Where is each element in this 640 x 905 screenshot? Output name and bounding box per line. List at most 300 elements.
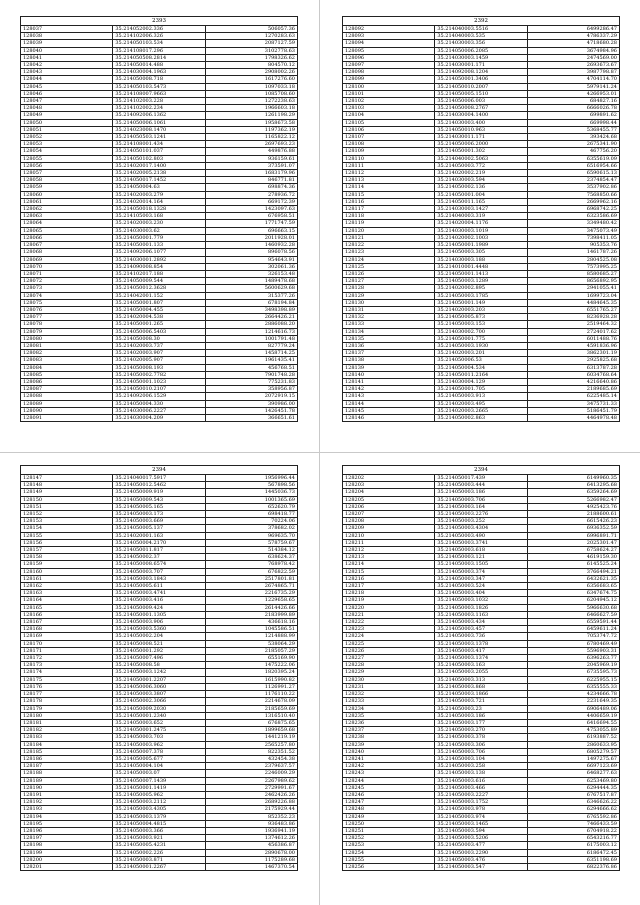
account-code-cell: 35.214050003.4305 (113, 806, 205, 813)
row-id-cell: 128045 (21, 83, 113, 90)
row-id-cell: 128254 (343, 849, 435, 856)
row-id-cell: 128063 (21, 213, 113, 220)
amount-cell: 2517801.81 (205, 575, 297, 582)
amount-cell: 1458714.25 (205, 350, 297, 357)
row-id-cell: 128255 (343, 856, 435, 863)
row-id-cell: 128204 (343, 489, 435, 496)
account-code-cell: 35.214030001.2892 (113, 256, 205, 263)
account-code-cell: 35.214050006.1061 (113, 119, 205, 126)
amount-cell: 1460932.28 (205, 242, 297, 249)
amount-cell: 2890678.00 (205, 849, 297, 856)
account-code-cell: 35.214050005.4231 (113, 842, 205, 849)
account-code-cell: 35.214030003.1019 (435, 227, 527, 234)
amount-cell: 373591.07 (205, 162, 297, 169)
table-row (343, 655, 620, 662)
row-id-cell: 128179 (21, 705, 113, 712)
table-row (21, 626, 298, 633)
table-row (343, 475, 620, 482)
table-row (21, 835, 298, 842)
amount-cell: 804570.12 (205, 62, 297, 69)
table-row (343, 256, 620, 263)
row-id-cell: 128072 (21, 278, 113, 285)
amount-cell: 1956996.44 (205, 475, 297, 482)
table-row (21, 813, 298, 820)
account-code-cell: 35.214030003.594 (435, 177, 527, 184)
table-row (21, 321, 298, 328)
table-row (21, 62, 298, 69)
account-code-cell: 35.214052002.336 (113, 26, 205, 33)
row-id-cell: 128243 (343, 770, 435, 777)
account-code-cell: 35.214050003.703 (113, 734, 205, 741)
row-id-cell: 128068 (21, 249, 113, 256)
row-id-cell: 128124 (343, 256, 435, 263)
table-row (21, 364, 298, 371)
amount-cell: 1461787.26 (527, 249, 619, 256)
row-id-cell: 128077 (21, 314, 113, 321)
account-code-cell: 35.214050009.2030 (113, 705, 205, 712)
table-row (21, 90, 298, 97)
table-row (343, 863, 620, 870)
amount-cell: 378682.02 (205, 525, 297, 532)
amount-cell: 2941055.41 (527, 285, 619, 292)
table-row (343, 791, 620, 798)
row-id-cell: 128253 (343, 842, 435, 849)
page-number-header: 2394 (343, 466, 620, 475)
account-code-cell: 35.214050003.1505 (435, 561, 527, 568)
table-row (21, 170, 298, 177)
amount-cell: 6996891.71 (527, 532, 619, 539)
table-row (21, 683, 298, 690)
table-row (343, 763, 620, 770)
table-row (343, 69, 620, 76)
account-code-cell: 35.214102003.228 (113, 98, 205, 105)
amount-cell: 1467370.54 (205, 863, 297, 870)
amount-cell: 1475222.06 (205, 662, 297, 669)
amount-cell: 852352.23 (205, 813, 297, 820)
account-code-cell: 35.214020003.495 (435, 400, 527, 407)
amount-cell: 6145525.24 (527, 561, 619, 568)
table-row (343, 770, 620, 777)
amount-cell: 6253469.80 (527, 777, 619, 784)
table-row (21, 306, 298, 313)
account-code-cell: 35.214030004.1400 (435, 112, 527, 119)
table-row (343, 292, 620, 299)
row-id-cell: 128172 (21, 655, 113, 662)
amount-cell: 1316510.40 (205, 712, 297, 719)
account-code-cell: 35.214050003.974 (435, 813, 527, 820)
row-id-cell: 128108 (343, 141, 435, 148)
row-id-cell: 128240 (343, 748, 435, 755)
table-row (21, 655, 298, 662)
amount-cell: 846771.81 (205, 177, 297, 184)
amount-cell: 6356683.65 (527, 583, 619, 590)
table-row (343, 206, 620, 213)
table-row (21, 242, 298, 249)
amount-cell: 676958.51 (205, 213, 297, 220)
table-row (21, 314, 298, 321)
amount-cell: 6516954.66 (527, 162, 619, 169)
amount-cell: 678194.84 (205, 299, 297, 306)
row-id-cell: 128194 (21, 813, 113, 820)
account-code-cell: 35.214040003.319 (435, 213, 527, 220)
row-id-cell: 128096 (343, 54, 435, 61)
table-row (343, 676, 620, 683)
amount-cell: 6416694.55 (527, 719, 619, 726)
row-id-cell: 128112 (343, 170, 435, 177)
table-row (343, 285, 620, 292)
account-code-cell: 35.214050001.3406 (435, 76, 527, 83)
amount-cell: 684827.16 (527, 98, 619, 105)
account-code-cell: 35.214050001.779 (113, 234, 205, 241)
table-row (343, 278, 620, 285)
row-id-cell: 128066 (21, 234, 113, 241)
ledger-table (20, 465, 298, 871)
row-id-cell: 128056 (21, 162, 113, 169)
amount-cell: 4406659.19 (527, 712, 619, 719)
row-id-cell: 128095 (343, 47, 435, 54)
row-id-cell: 128127 (343, 278, 435, 285)
table-header-row (21, 466, 298, 475)
account-code-cell: 35.214050003.466 (435, 784, 527, 791)
table-row (21, 141, 298, 148)
table-row (343, 105, 620, 112)
account-code-cell: 35.214050003.378 (435, 734, 527, 741)
table-row (343, 33, 620, 40)
amount-cell: 6697123.69 (527, 763, 619, 770)
table-row (343, 134, 620, 141)
row-id-cell: 128223 (343, 626, 435, 633)
row-id-cell: 128218 (343, 590, 435, 597)
amount-cell: 6468277.63 (527, 770, 619, 777)
account-code-cell: 35.214050004.104 (113, 763, 205, 770)
table-row (21, 47, 298, 54)
row-id-cell: 128150 (21, 496, 113, 503)
row-id-cell: 128125 (343, 263, 435, 270)
row-id-cell: 128067 (21, 242, 113, 249)
amount-cell: 6704918.22 (527, 827, 619, 834)
amount-cell: 1085708.60 (205, 90, 297, 97)
amount-cell: 70224.06 (205, 518, 297, 525)
amount-cell: 6590615.13 (527, 170, 619, 177)
row-id-cell: 128109 (343, 148, 435, 155)
table-row (343, 511, 620, 518)
account-code-cell: 35.214050508.2814 (113, 54, 205, 61)
table-row (343, 849, 620, 856)
account-code-cell: 35.214050003.153 (435, 321, 527, 328)
account-code-cell: 35.214050003.721 (435, 698, 527, 705)
row-id-cell: 128083 (21, 357, 113, 364)
row-id-cell: 128191 (21, 791, 113, 798)
account-code-cell: 35.214050004.455 (113, 306, 205, 313)
amount-cell: 676822.59 (205, 568, 297, 575)
table-row (343, 371, 620, 378)
amount-cell: 2675341.90 (527, 141, 619, 148)
amount-cell: 669172.39 (205, 198, 297, 205)
row-id-cell: 128227 (343, 655, 435, 662)
account-code-cell: 35.214050007.496 (113, 655, 205, 662)
amount-cell: 2183999.89 (205, 611, 297, 618)
account-code-cell: 35.214050003.163 (435, 662, 527, 669)
table-row (21, 54, 298, 61)
row-id-cell: 128128 (343, 285, 435, 292)
row-id-cell: 128117 (343, 206, 435, 213)
amount-cell: 8580685.27 (527, 270, 619, 277)
page-number-header: 2392 (343, 17, 620, 26)
table-row (343, 604, 620, 611)
table-row (343, 155, 620, 162)
account-code-cell: 35.214050014.488 (113, 62, 205, 69)
table-row (21, 256, 298, 263)
table-row (343, 126, 620, 133)
row-id-cell: 128237 (343, 727, 435, 734)
amount-cell: 6432621.35 (527, 575, 619, 582)
amount-cell: 1001365.69 (205, 496, 297, 503)
row-id-cell: 128051 (21, 126, 113, 133)
table-row (343, 518, 620, 525)
row-id-cell: 128171 (21, 647, 113, 654)
amount-cell: 6359264.69 (527, 489, 619, 496)
amount-cell: 827779.24 (205, 342, 297, 349)
row-id-cell: 128110 (343, 155, 435, 162)
row-id-cell: 128175 (21, 676, 113, 683)
amount-cell: 1497275.67 (527, 755, 619, 762)
amount-cell: 6780469.49 (527, 640, 619, 647)
account-code-cell: 35.214050003.2055 (435, 669, 527, 676)
row-id-cell: 128100 (343, 83, 435, 90)
account-code-cell: 35.214050003.306 (435, 741, 527, 748)
account-code-cell: 35.214050003.476 (435, 856, 527, 863)
amount-cell: 2693673.67 (527, 62, 619, 69)
table-row (21, 712, 298, 719)
account-code-cell: 35.214050001.1413 (435, 270, 527, 277)
amount-cell: 7901748.28 (205, 371, 297, 378)
table-row (21, 604, 298, 611)
account-code-cell: 35.214050003.5206 (435, 835, 527, 842)
amount-cell: 696663.15 (205, 227, 297, 234)
row-id-cell: 128177 (21, 691, 113, 698)
table-row (343, 357, 620, 364)
account-code-cell: 35.214092006.1077 (113, 249, 205, 256)
table-row (343, 40, 620, 47)
row-id-cell: 128069 (21, 256, 113, 263)
row-id-cell: 128182 (21, 727, 113, 734)
table-row (343, 162, 620, 169)
account-code-cell: 35.214050003.186 (435, 489, 527, 496)
amount-cell: 1097033.18 (205, 83, 297, 90)
account-code-cell: 35.214050008.58 (113, 662, 205, 669)
row-id-cell: 128097 (343, 62, 435, 69)
table-row (343, 76, 620, 83)
account-code-cell: 35.214092006.1529 (113, 393, 205, 400)
account-code-cell: 35.214050006.003 (435, 98, 527, 105)
account-code-cell: 35.214090008.854 (113, 263, 205, 270)
amount-cell: 6011488.76 (527, 335, 619, 342)
row-id-cell: 128190 (21, 784, 113, 791)
account-code-cell: 35.214050004.534 (435, 364, 527, 371)
row-id-cell: 128248 (343, 806, 435, 813)
page-top-right (322, 0, 640, 452)
row-id-cell: 128228 (343, 662, 435, 669)
row-id-cell: 128201 (21, 863, 113, 870)
table-row (343, 342, 620, 349)
table-row (21, 719, 298, 726)
row-id-cell: 128174 (21, 669, 113, 676)
table-row (343, 119, 620, 126)
row-id-cell: 128186 (21, 755, 113, 762)
amount-cell: 4266953.01 (527, 90, 619, 97)
account-code-cell: 35.214050012.5462 (113, 482, 205, 489)
table-row (343, 220, 620, 227)
amount-cell: 6559591.44 (527, 619, 619, 626)
table-row (21, 669, 298, 676)
row-id-cell: 128163 (21, 590, 113, 597)
table-row (21, 299, 298, 306)
table-row (21, 698, 298, 705)
table-header-row (21, 17, 298, 26)
table-row (21, 619, 298, 626)
amount-cell: 3475073.49 (527, 227, 619, 234)
amount-cell: 5266982.47 (527, 496, 619, 503)
row-id-cell: 128118 (343, 213, 435, 220)
amount-cell: 936159.61 (205, 155, 297, 162)
row-id-cell: 128160 (21, 568, 113, 575)
account-code-cell: 35.214030003.1459 (435, 54, 527, 61)
table-row (21, 328, 298, 335)
amount-cell: 1699723.04 (527, 292, 619, 299)
amount-cell: 6323586.69 (527, 213, 619, 220)
amount-cell: 4925423.76 (527, 503, 619, 510)
table-row (343, 827, 620, 834)
amount-cell: 1958673.58 (205, 119, 297, 126)
account-code-cell: 35.214050003.1378 (435, 640, 527, 647)
account-code-cell: 35.214050003.2227 (435, 791, 527, 798)
account-code-cell: 35.214020001.163 (113, 532, 205, 539)
amount-cell: 3498398.89 (205, 306, 297, 313)
account-code-cell: 35.214050001.004 (435, 191, 527, 198)
table-row (21, 263, 298, 270)
amount-cell: 5966630.68 (527, 604, 619, 611)
table-row (343, 482, 620, 489)
account-code-cell: 35.214020014.164 (113, 198, 205, 205)
table-row (21, 191, 298, 198)
account-code-cell: 35.214108017.296 (113, 47, 205, 54)
row-id-cell: 128225 (343, 640, 435, 647)
table-header-row (343, 466, 620, 475)
amount-cell: 2189685.69 (527, 386, 619, 393)
account-code-cell: 35.214050003.07 (113, 770, 205, 777)
amount-cell: 1966603.18 (205, 105, 297, 112)
table-row (343, 407, 620, 414)
account-code-cell: 35.214092006.1362 (113, 112, 205, 119)
amount-cell: 2185057.29 (205, 647, 297, 654)
row-id-cell: 128079 (21, 328, 113, 335)
row-id-cell: 128246 (343, 791, 435, 798)
table-row (21, 198, 298, 205)
row-id-cell: 128176 (21, 683, 113, 690)
amount-cell: 6543216.77 (527, 835, 619, 842)
account-code-cell: 35.214020004.538 (113, 314, 205, 321)
row-id-cell: 128188 (21, 770, 113, 777)
amount-cell: 4464978.48 (527, 414, 619, 421)
table-row (21, 539, 298, 546)
row-id-cell: 128064 (21, 220, 113, 227)
table-row (343, 734, 620, 741)
amount-cell: 506057.36 (205, 26, 297, 33)
account-code-cell: 35.214050003.1379 (113, 813, 205, 820)
amount-cell: 669998.44 (527, 119, 619, 126)
row-id-cell: 128113 (343, 177, 435, 184)
row-id-cell: 128164 (21, 597, 113, 604)
account-code-cell: 35.214040003.5516 (435, 26, 527, 33)
table-row (343, 26, 620, 33)
account-code-cell: 35.214050010.2107 (113, 386, 205, 393)
account-code-cell: 35.214050010.2007 (435, 83, 527, 90)
amount-cell: 4718680.28 (527, 40, 619, 47)
row-id-cell: 128134 (343, 328, 435, 335)
account-code-cell: 35.214030003.356 (435, 40, 527, 47)
table-row (21, 755, 298, 762)
account-code-cell: 35.214050003.1289 (435, 278, 527, 285)
row-id-cell: 128048 (21, 105, 113, 112)
row-id-cell: 128044 (21, 76, 113, 83)
amount-cell: 1165822.12 (205, 134, 297, 141)
row-id-cell: 128132 (343, 314, 435, 321)
table-row (21, 856, 298, 863)
row-id-cell: 128216 (343, 575, 435, 582)
table-row (21, 400, 298, 407)
account-code-cell: 35.214050102.803 (113, 155, 205, 162)
amount-cell: 1683179.96 (205, 170, 297, 177)
amount-cell: 6805279.57 (527, 748, 619, 755)
table-row (343, 583, 620, 590)
table-row (343, 698, 620, 705)
table-row (343, 112, 620, 119)
table-row (21, 26, 298, 33)
account-code-cell: 35.214050003.258 (435, 763, 527, 770)
amount-cell: 7573995.25 (527, 263, 619, 270)
table-row (343, 539, 620, 546)
amount-cell: 3674984.96 (527, 47, 619, 54)
row-id-cell: 128105 (343, 119, 435, 126)
account-code-cell: 35.214050003.490 (435, 532, 527, 539)
table-row (21, 292, 298, 299)
row-id-cell: 128138 (343, 357, 435, 364)
row-id-cell: 128055 (21, 155, 113, 162)
table-row (343, 414, 620, 421)
table-row (21, 590, 298, 597)
table-row (343, 712, 620, 719)
amount-cell: 2379637.57 (205, 763, 297, 770)
table-row (343, 748, 620, 755)
row-id-cell: 128154 (21, 525, 113, 532)
row-id-cell: 128092 (343, 26, 435, 33)
row-id-cell: 128094 (343, 40, 435, 47)
amount-cell: 1270283.63 (205, 33, 297, 40)
amount-cell: 6294666.62 (527, 806, 619, 813)
row-id-cell: 128106 (343, 126, 435, 133)
account-code-cell: 35.214050011.817 (113, 547, 205, 554)
row-id-cell: 128189 (21, 777, 113, 784)
account-code-cell: 35.214030004.1963 (113, 69, 205, 76)
account-code-cell: 35.214050003.366 (113, 827, 205, 834)
amount-cell: 390986.00 (205, 400, 297, 407)
page-top-left (0, 0, 318, 452)
amount-cell: 1936941.19 (205, 827, 297, 834)
account-code-cell: 35.214020003.230 (113, 220, 205, 227)
table-row (21, 575, 298, 582)
account-code-cell: 35.214050003.962 (113, 741, 205, 748)
row-id-cell: 128213 (343, 554, 435, 561)
